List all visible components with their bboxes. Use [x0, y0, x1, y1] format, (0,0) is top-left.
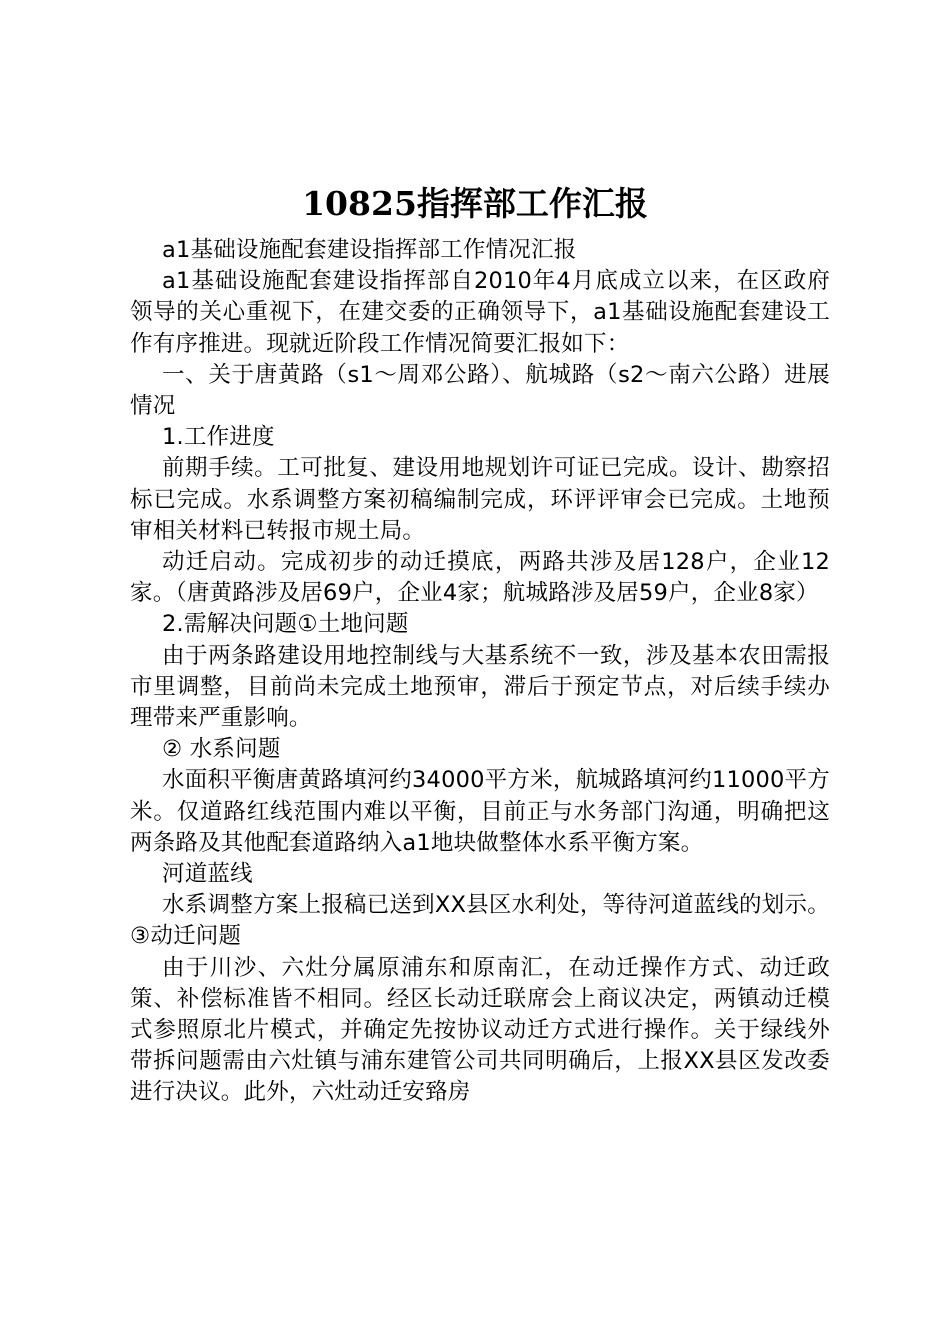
paragraph-intro: a1基础设施配套建设指挥部自2010年4月底成立以来，在区政府领导的关心重视下，在建交委的正确领导下，a1基础设施配套建设工作有序推进。现就近阶段工作情况简要汇报如下：: [130, 268, 830, 357]
paragraph-section-heading: 一、关于唐黄路（s1～周邓公路）、航城路（s2～南六公路）进展情况: [130, 361, 830, 420]
paragraph-relocation-start: 动迁启动。完成初步的动迁摸底，两路共涉及居128户，企业12家。（唐黄路涉及居69户，企业4家；航城路涉及居59户，企业8家）: [130, 549, 830, 607]
document-title: 10825指挥部工作汇报: [302, 184, 648, 223]
paragraph-river-blueline-heading: 河道蓝线: [162, 861, 253, 888]
paragraph-issues-heading: 2.需解决问题①土地问题: [162, 611, 409, 638]
paragraph-water-balance: 水面积平衡唐黄路填河约34000平方米，航城路填河约11000平方米。仅道路红线范围内难以平衡，目前正与水务部门沟通，明确把这两条路及其他配套道路纳入a1地块做整体水系平衡方案。: [130, 767, 830, 856]
paragraph-work-progress-heading: 1.工作进度: [162, 424, 275, 451]
paragraph-report-subtitle: a1基础设施配套建设指挥部工作情况汇报: [162, 237, 577, 263]
document-body: [130, 235, 830, 1109]
paragraph-preliminary-procedures: 前期手续。工可批复、建设用地规划许可证已完成。设计、勘察招标已完成。水系调整方案初稿编制完成，环评评审会已完成。土地预审相关材料已转报市规土局。: [130, 455, 830, 544]
paragraph-river-blueline: 水系调整方案上报稿已送到XX县区水利处，等待河道蓝线的划示。③动迁问题: [130, 892, 830, 950]
paragraph-water-issue-heading: ② 水系问题: [162, 736, 281, 763]
paragraph-land-issue: 由于两条路建设用地控制线与大基系统不一致，涉及基本农田需报市里调整，目前尚未完成土地预审，滞后于预定节点，对后续手续办理带来严重影响。: [130, 642, 830, 732]
paragraph-relocation-issue: 由于川沙、六灶分属原浦东和原南汇，在动迁操作方式、动迁政策、补偿标准皆不相同。经区长动迁联席会上商议决定，两镇动迁模式参照原北片模式，并确定先按协议动迁方式进行操作。关于绿线外带拆问题需由六灶镇与浦东建管公司共同明确后，上报XX县区发改委进行决议。此外，六灶动迁安臵房: [130, 954, 830, 1106]
